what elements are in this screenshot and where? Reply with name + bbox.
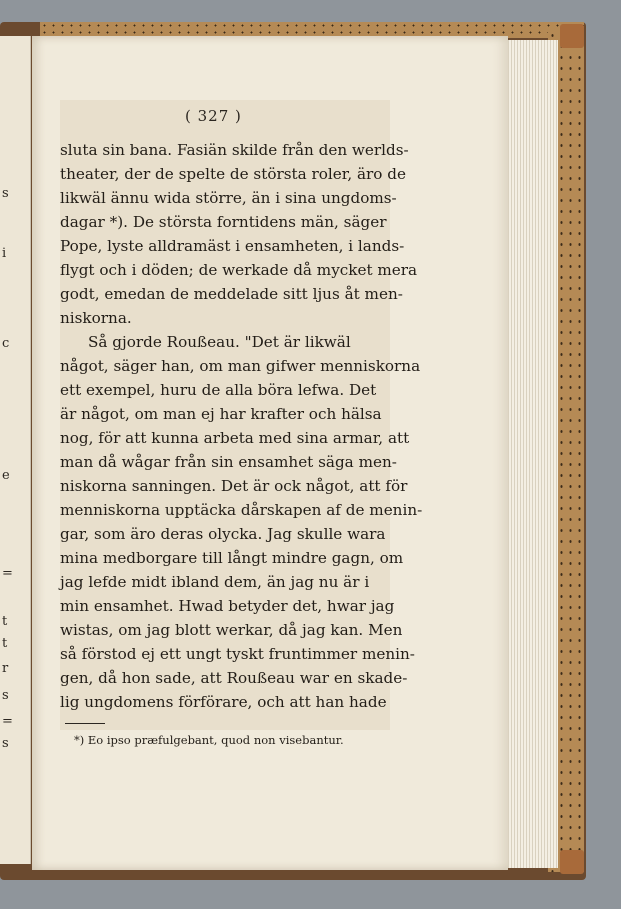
text-line: något, säger han, om man gifwer menniskorna — [60, 357, 421, 375]
text-line: nog, för att kunna arbeta med sina armar, att — [60, 429, 410, 447]
text-line: Så gjorde Roußeau. "Det är likwäl — [88, 333, 351, 351]
margin-char: e — [2, 468, 10, 483]
text-line: theater, der de spelte de största roler, äro de — [60, 165, 406, 183]
margin-char: s — [2, 736, 9, 751]
text-line: min ensamhet. Hwad betyder det, hwar jag — [60, 597, 395, 615]
footnote-rule — [65, 723, 105, 724]
text-line: gen, då hon sade, att Roußeau war en skade- — [60, 669, 408, 687]
leather-corner-top — [560, 24, 584, 48]
previous-page-edge — [0, 36, 31, 864]
text-line: jag lefde midt ibland dem, än jag nu är i — [60, 573, 370, 591]
text-line: godt, emedan de meddelade sitt ljus åt men- — [60, 285, 403, 303]
text-line: dagar *). De största forntidens män, säger — [60, 213, 387, 231]
text-line: man då wågar från sin ensamhet säga men- — [60, 453, 397, 471]
text-line: sluta sin bana. Fasiän skilde från den werlds- — [60, 141, 409, 159]
margin-char: t — [2, 614, 8, 629]
text-line: wistas, om jag blott werkar, då jag kan. Men — [60, 621, 403, 639]
margin-char: c — [2, 336, 10, 351]
leather-corner-bottom — [560, 850, 584, 874]
margin-char: r — [2, 661, 9, 676]
margin-char: t — [2, 636, 8, 651]
text-line: är något, om man ej har krafter och hälsa — [60, 405, 382, 423]
footnote: *) Eo ipso præfulgebant, quod non visebantur. — [74, 733, 344, 747]
margin-char: i — [2, 246, 7, 261]
text-line: likwäl ännu wida större, än i sina ungdoms- — [60, 189, 397, 207]
page-number: ( 327 ) — [185, 107, 242, 125]
text-line: så förstod ej ett ungt tyskt fruntimmer menin- — [60, 645, 415, 663]
text-line: mina medborgare till långt mindre gagn, om — [60, 549, 404, 567]
text-line: Pope, lyste alldramäst i ensamheten, i lands- — [60, 237, 405, 255]
text-line: niskorna. — [60, 309, 132, 327]
text-line: menniskorna upptäcka dårskapen af de menin- — [60, 501, 423, 519]
margin-char: = — [2, 566, 13, 581]
margin-char: = — [2, 714, 13, 729]
margin-char: s — [2, 186, 9, 201]
text-line: gar, som äro deras olycka. Jag skulle wara — [60, 525, 386, 543]
text-line: ett exempel, huru de alla böra lefwa. Det — [60, 381, 377, 399]
text-line: flygt och i döden; de werkade då mycket mera — [60, 261, 418, 279]
page-block-edges — [506, 40, 558, 868]
margin-char: s — [2, 688, 9, 703]
text-line: niskorna sanningen. Det är ock något, att för — [60, 477, 408, 495]
text-line: lig ungdomens förförare, och att han hade — [60, 693, 387, 711]
